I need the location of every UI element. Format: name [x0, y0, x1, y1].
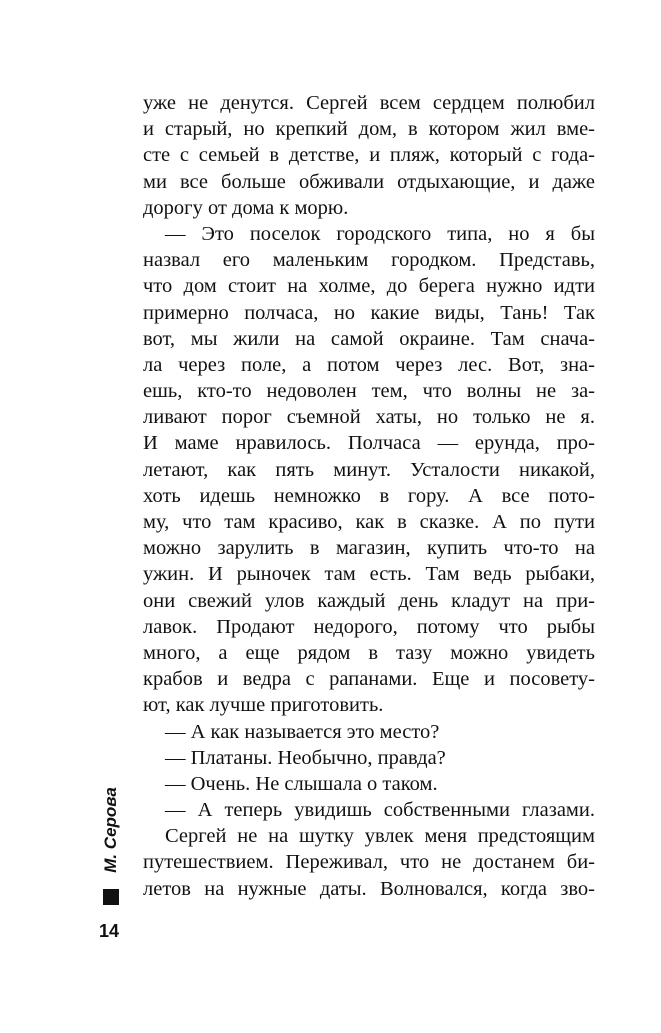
text-line: лавок. Продают недорого, потому что рыбы	[143, 615, 595, 638]
text-line: ла через поле, а потом через лес. Вот, зна-	[143, 353, 595, 376]
text-line: — Платаны. Необычно, правда?	[165, 746, 446, 769]
text-line: много, а еще рядом в тазу можно увидеть	[143, 641, 595, 664]
text-line: му, что там красиво, как в сказке. А по пути	[143, 511, 595, 533]
text-line: ужин. И рыночек там есть. Там ведь рыбаки,	[143, 563, 595, 586]
text-line: можно зарулить в магазин, купить что-то на	[143, 537, 595, 560]
text-line: что дом стоит на холме, до берега нужно идти	[143, 275, 595, 298]
text-line: и старый, но крепкий дом, в котором жил вме-	[143, 118, 595, 141]
text-line: ют, как лучше приготовить.	[143, 694, 384, 717]
page-number: 14	[99, 921, 120, 941]
text-line: — А как называется это место?	[165, 720, 440, 743]
text-line: дорогу от дома к морю.	[143, 196, 349, 219]
text-line: И маме нравилось. Полчаса — ерунда, про-	[143, 432, 595, 455]
author-label-box	[96, 780, 126, 880]
text-line: ливают порог съемной хаты, но только не я.	[143, 406, 595, 429]
text-line: сте с семьей в детстве, и пляж, который с года-	[143, 144, 595, 167]
text-line: примерно полчаса, но какие виды, Тань! Так	[143, 301, 595, 324]
text-line: — Очень. Не слышала о таком.	[165, 772, 438, 795]
text-line: уже не денутся. Сергей всем сердцем полюбил	[143, 92, 595, 114]
text-line: хоть идешь немножко в гору. А все пото-	[143, 484, 595, 507]
text-line: летов на нужные даты. Волновался, когда зво-	[143, 877, 595, 900]
square-marker-icon	[103, 889, 119, 905]
text-line: назвал его маленьким городком. Представь,	[143, 249, 595, 272]
text-line: путешествием. Переживал, что не достанем би-	[143, 851, 595, 874]
body-text	[143, 90, 595, 902]
text-line: ми все больше обживали отдыхающие, и даже	[143, 170, 595, 193]
text-line: Сергей не на шутку увлек меня предстоящим	[165, 825, 595, 848]
text-line: — А теперь увидишь собственными глазами.	[165, 799, 595, 822]
text-line: ешь, кто-то недоволен тем, что волны не за-	[143, 380, 595, 403]
text-line: летают, как пять минут. Усталости никакой,	[143, 458, 595, 481]
author-name: М. Серова	[101, 787, 120, 873]
text-line: — Это поселок городского типа, но я бы	[165, 222, 595, 245]
text-line: вот, мы жили на самой окраине. Там снача-	[143, 327, 595, 350]
text-line: они свежий улов каждый день кладут на при-	[143, 589, 595, 612]
text-line: крабов и ведра с рапанами. Еще и посовету-	[143, 668, 595, 691]
